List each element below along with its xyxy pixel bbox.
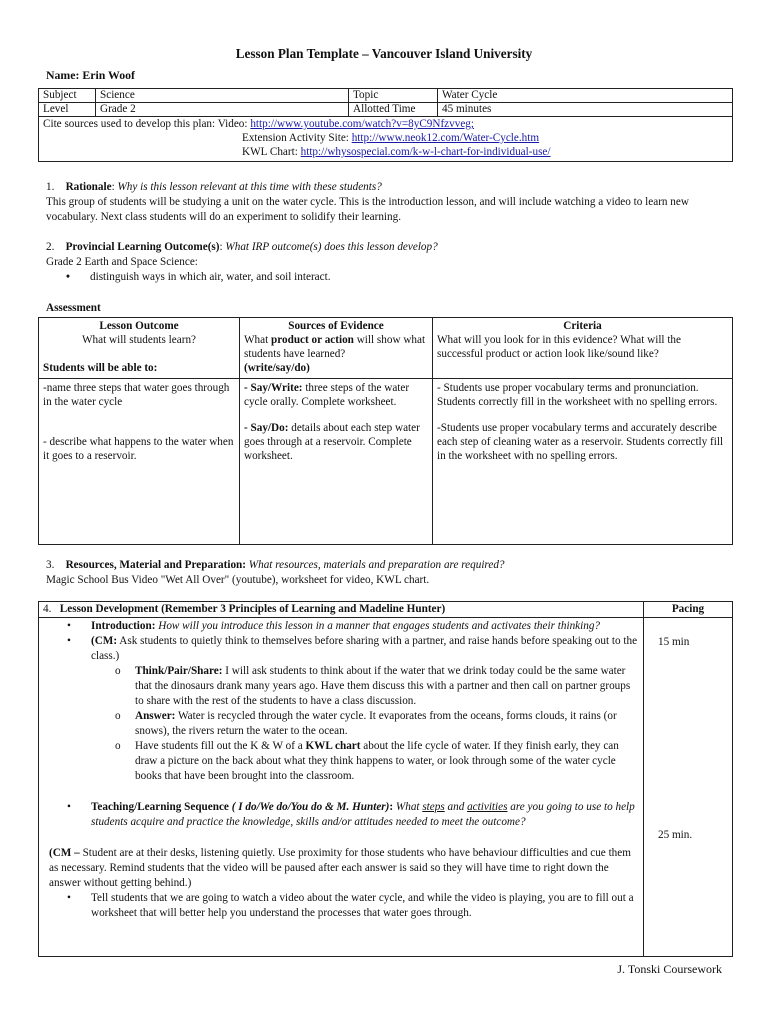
pacing-cell [644, 618, 733, 957]
ext-label: Extension Activity Site: [242, 132, 349, 144]
section-number: 2. [46, 241, 55, 253]
assessment-table [38, 317, 733, 545]
tl-bold-italic: ( I do/We do/You do & M. Hunter) [231, 801, 390, 813]
col-sub-c: will show what students have learned? [244, 334, 426, 360]
col-sub-a: What [244, 334, 269, 346]
last-item [43, 891, 639, 921]
cite-label: Cite sources used to develop this plan: Video: [43, 118, 248, 130]
cm2-text: Student are at their desks, listening quietly. Use proximity for those students who have behaviour difficulties and cue them as necessary. Remind students that the video will be paused after each answer is said so they will have time to right down the answer without getting behind.) [49, 847, 631, 889]
evidence-2-text: details about each step water goes through at a reservoir. Complete worksheet. [244, 422, 420, 462]
teaching-item [43, 800, 639, 830]
circle-bullet-icon: o [115, 710, 121, 722]
cm2-bold: (CM – [49, 847, 80, 859]
section-title: Resources, Material and Preparation: [65, 559, 246, 571]
subject-value: Science [96, 89, 349, 103]
cm1-item [43, 634, 639, 664]
criteria-cell [433, 379, 733, 545]
subject-label: Subject [39, 89, 96, 103]
tl-colon: : [389, 801, 394, 813]
outcome-2: - describe what happens to the water when it goes to a reservoir. [43, 436, 234, 462]
evidence-header [240, 318, 433, 379]
info-table [38, 88, 733, 162]
evidence-2-bold: - Say/Do: [244, 422, 289, 434]
kwl-item [43, 739, 639, 784]
answer-text: Water is recycled through the water cycle. It evaporates from the oceans, forms clouds, it rains (or snows), the rivers return the water to the ocean. [135, 710, 617, 737]
evidence-1-text: three steps of the water cycle orally. Complete worksheet. [244, 382, 410, 408]
section-title: Rationale [65, 181, 112, 193]
topic-label: Topic [349, 89, 438, 103]
author-name [46, 68, 135, 83]
name-value: Erin Woof [82, 68, 135, 82]
criteria-1: - Students use proper vocabulary terms and pronunciation. Students correctly fill in the worksheet with no spelling errors. [437, 382, 718, 408]
answer-item [43, 709, 639, 739]
outcomes-heading: 2. Provincial Learning Outcome(s): What IRP outcome(s) does this lesson develop? [46, 241, 438, 253]
tl-it2: and [447, 801, 465, 813]
tps-text: I will ask students to think about if the water that we drink today could be the same water that the dinosaurs drank many years ago. Have them discuss this with a partner and then call on partner groups to share with the rest of the students to have a class discussion. [135, 665, 631, 707]
evidence-1 [244, 381, 428, 409]
footer-credit: J. Tonski Coursework [617, 962, 722, 976]
bullet-icon: • [67, 635, 71, 647]
kwl-bold: KWL chart [305, 740, 361, 752]
last-text: Tell students that we are going to watch a video about the water cycle, and while the video is playing, you are to fill out a worksheet that will better help you understand the processes that water goes through. [91, 892, 634, 919]
resources-heading [46, 558, 505, 573]
section-number: 3. [46, 559, 55, 571]
section-title: Provincial Learning Outcome(s) [65, 241, 220, 253]
video-link[interactable]: http://www.youtube.com/watch?v=8yC9Nfzvveg; [250, 118, 475, 130]
kwl-text-a: Have students fill out the K & W of a [135, 740, 303, 752]
tps-bold: Think/Pair/Share: [135, 665, 223, 677]
tl-it3: are you going to use to help students acquire and practice the knowledge, skills and/or attitudes needed to meet the outcome? [91, 801, 635, 828]
outcomes-bullet: • distinguish ways in which air, water, and soil interact. [90, 270, 690, 285]
criteria-2: -Students use proper vocabulary terms and accurately describe each step of cleaning water as a reservoir. Students correctly fill in the worksheet with no spelling errors. [437, 422, 724, 462]
section-title: Lesson Development (Remember 3 Principles of Learning and Madeline Hunter) [59, 603, 446, 615]
kwl-link[interactable]: http://whysospecial.com/k-w-l-chart-for-individual-use/ [300, 146, 551, 158]
time-label: Allotted Time [349, 103, 438, 117]
bullet-icon: • [67, 620, 71, 632]
time-value: 45 minutes [438, 103, 733, 117]
section-prompt: What IRP outcome(s) does this lesson develop? [225, 241, 438, 253]
tl-it1: What [395, 801, 420, 813]
bullet-icon: • [67, 892, 71, 904]
evidence-cell [240, 379, 433, 545]
section-number: 1. [46, 181, 55, 193]
col-title: Sources of Evidence [288, 320, 384, 332]
topic-value: Water Cycle [438, 89, 733, 103]
col-title: Lesson Outcome [99, 320, 179, 332]
section-prompt: What resources, materials and preparation are required? [248, 559, 505, 571]
evidence-1-bold: - Say/Write: [244, 382, 303, 394]
name-label: Name: [46, 68, 80, 82]
dev-content [39, 618, 644, 957]
extension-link[interactable]: http://www.neok12.com/Water-Cycle.htm [351, 132, 540, 144]
level-label: Level [39, 103, 96, 117]
outcome-1: -name three steps that water goes through in the water cycle [43, 382, 230, 408]
intro-item [43, 619, 639, 634]
tps-item [43, 664, 639, 709]
outcomes-grade: Grade 2 Earth and Space Science: [46, 256, 198, 268]
assessment-heading: Assessment [46, 302, 101, 314]
tl-u1: steps [422, 801, 445, 813]
kwl-text-b: about the life cycle of water. If they finish early, they can draw a picture on the back about what they think happens to water, or look through some of the water cycle books that have been brought into the classroom. [135, 740, 619, 782]
circle-bullet-icon: o [115, 665, 121, 677]
cm2-item [43, 846, 639, 891]
tl-u2: activities [467, 801, 508, 813]
pacing-header: Pacing [644, 602, 733, 618]
col-sub-b: product or action [271, 334, 354, 346]
intro-prompt: How will you introduce this lesson in a manner that engages students and activates their thinking? [158, 620, 601, 632]
col-sub: What will students learn? [81, 334, 197, 346]
cm1-text: Ask students to quietly think to themselves before sharing with a partner, and raise hands before speaking out to the class.) [91, 635, 638, 662]
document-title: Lesson Plan Template – Vancouver Island University [235, 46, 533, 61]
circle-bullet-icon: o [115, 740, 121, 752]
lesson-development-table [38, 601, 733, 957]
level-value: Grade 2 [96, 103, 349, 117]
rationale-heading: 1. Rationale: Why is this lesson relevant at this time with these students? [46, 181, 382, 193]
col-bold: (write/say/do) [244, 362, 310, 374]
answer-bold: Answer: [135, 710, 176, 722]
col-title: Criteria [563, 320, 602, 332]
section-number: 4. [43, 603, 52, 615]
evidence-2 [244, 421, 428, 463]
outcome-cell [39, 379, 240, 545]
col-sub: What will you look for in this evidence? What will the successful product or action look like/sound like? [437, 334, 681, 360]
intro-bold: Introduction: [91, 620, 156, 632]
kwl-label: KWL Chart: [242, 146, 298, 158]
bullet-icon: • [67, 801, 71, 813]
criteria-header [433, 318, 733, 379]
cite-sources [39, 117, 733, 162]
outcome-header [39, 318, 240, 379]
section-prompt: Why is this lesson relevant at this time with these students? [117, 181, 382, 193]
rationale-body: This group of students will be studying a unit on the water cycle. This is the introduction lesson, and will include watching a video to learn new vocabulary. Next class students will do an experiment to solidify their learning. [46, 196, 689, 223]
tl-bold: Teaching/Learning Sequence [91, 801, 229, 813]
col-bold: Students will be able to: [43, 362, 158, 374]
resources-body: Magic School Bus Video "Wet All Over" (youtube), worksheet for video, KWL chart. [46, 574, 430, 586]
dev-header [39, 602, 644, 618]
cm1-bold: (CM: [91, 635, 118, 647]
pace-2: 25 min. [658, 829, 693, 841]
pace-1: 15 min [658, 636, 690, 648]
